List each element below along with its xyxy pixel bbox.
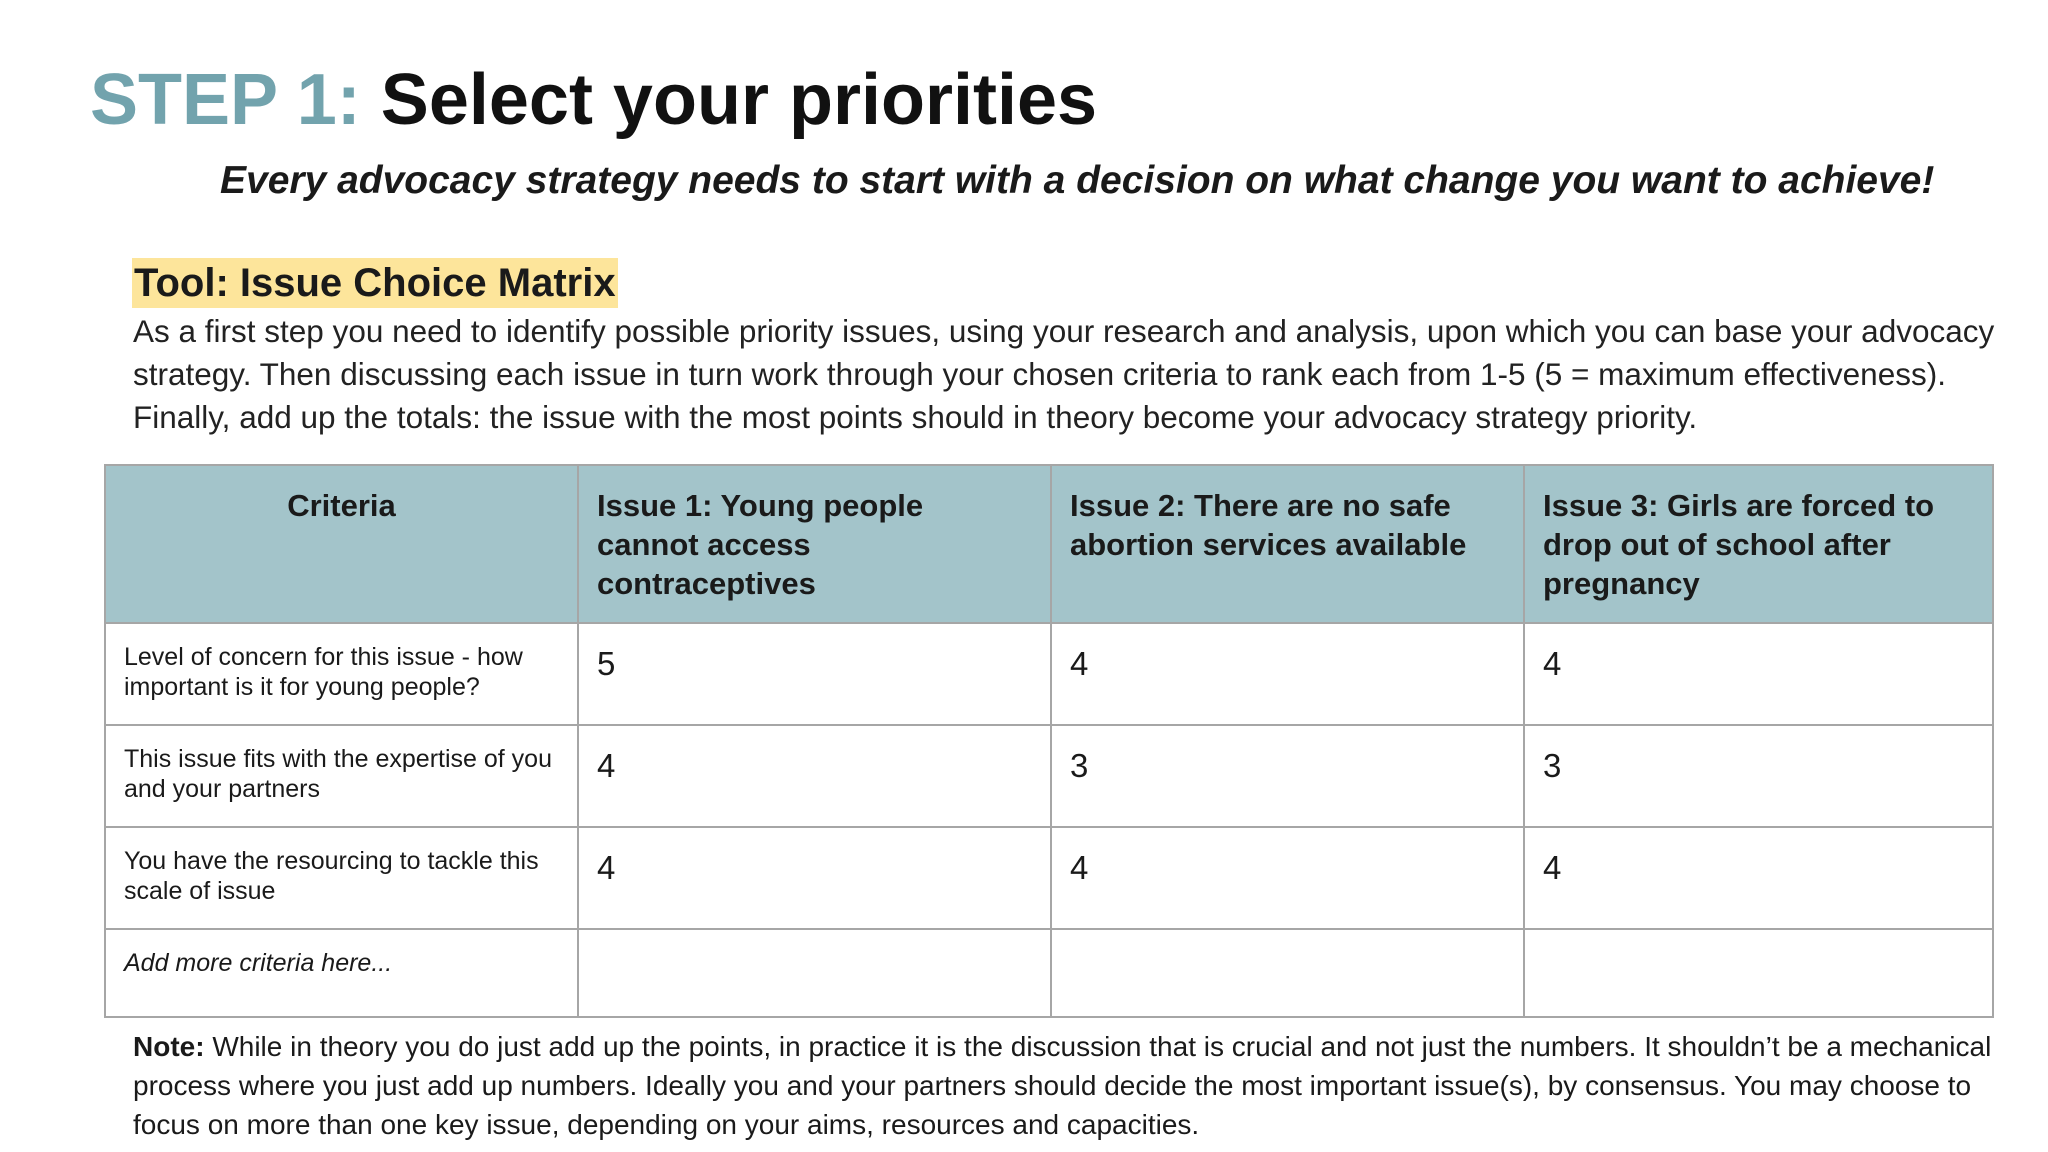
criteria-cell[interactable]: This issue fits with the expertise of you and your partners — [105, 725, 578, 827]
add-criteria-cell[interactable]: Add more criteria here... — [105, 929, 578, 1017]
subtitle: Every advocacy strategy needs to start with a decision on what change you want to achieve! — [220, 159, 1935, 202]
header-issue-1: Issue 1: Young people cannot access contraceptives — [578, 465, 1051, 623]
header-criteria: Criteria — [105, 465, 578, 623]
criteria-cell[interactable]: Level of concern for this issue - how important is it for young people? — [105, 623, 578, 725]
header-issue-3: Issue 3: Girls are forced to drop out of school after pregnancy — [1524, 465, 1993, 623]
step-label: STEP 1: — [90, 60, 361, 140]
score-cell[interactable] — [578, 929, 1051, 1017]
score-cell[interactable]: 3 — [1524, 725, 1993, 827]
table-row — [105, 725, 1993, 827]
score-cell[interactable] — [1051, 929, 1524, 1017]
score-cell[interactable]: 4 — [1051, 623, 1524, 725]
criteria-cell[interactable]: You have the resourcing to tackle this scale of issue — [105, 827, 578, 929]
score-cell[interactable]: 4 — [578, 725, 1051, 827]
score-cell[interactable]: 3 — [1051, 725, 1524, 827]
table-row — [105, 929, 1993, 1017]
score-cell[interactable]: 4 — [1524, 623, 1993, 725]
table-row — [105, 827, 1993, 929]
note-paragraph — [133, 1027, 2003, 1144]
score-cell[interactable]: 5 — [578, 623, 1051, 725]
note-text: While in theory you do just add up the points, in practice it is the discussion that is crucial and not just the numbers. It shouldn’t be a mechanical process where you just add up numbers. Ideally you and your partners should decide the most important issue(s), by consensus. You may choose to focus on more than one key issue, depending on your aims, resources and capacities. — [133, 1031, 1992, 1140]
score-cell[interactable]: 4 — [1524, 827, 1993, 929]
score-cell[interactable] — [1524, 929, 1993, 1017]
score-cell[interactable]: 4 — [1051, 827, 1524, 929]
intro-paragraph: As a first step you need to identify possible priority issues, using your research and analysis, upon which you can base your advocacy strategy. Then discussing each issue in turn work through your chosen criteria to rank each from 1-5 (5 = maximum effectiveness). Finally, add up the totals: the issue with the most points should in theory become your advocacy strategy priority. — [133, 313, 1995, 435]
issue-choice-matrix — [104, 464, 1994, 1018]
header-issue-2: Issue 2: There are no safe abortion services available — [1051, 465, 1524, 623]
score-cell[interactable]: 4 — [578, 827, 1051, 929]
title-text: Select your priorities — [380, 60, 1098, 140]
matrix-header-row — [105, 465, 1993, 623]
page-title — [90, 58, 1097, 142]
tool-heading: Tool: Issue Choice Matrix — [132, 258, 618, 308]
table-row — [105, 623, 1993, 725]
note-label: Note: — [133, 1031, 205, 1062]
